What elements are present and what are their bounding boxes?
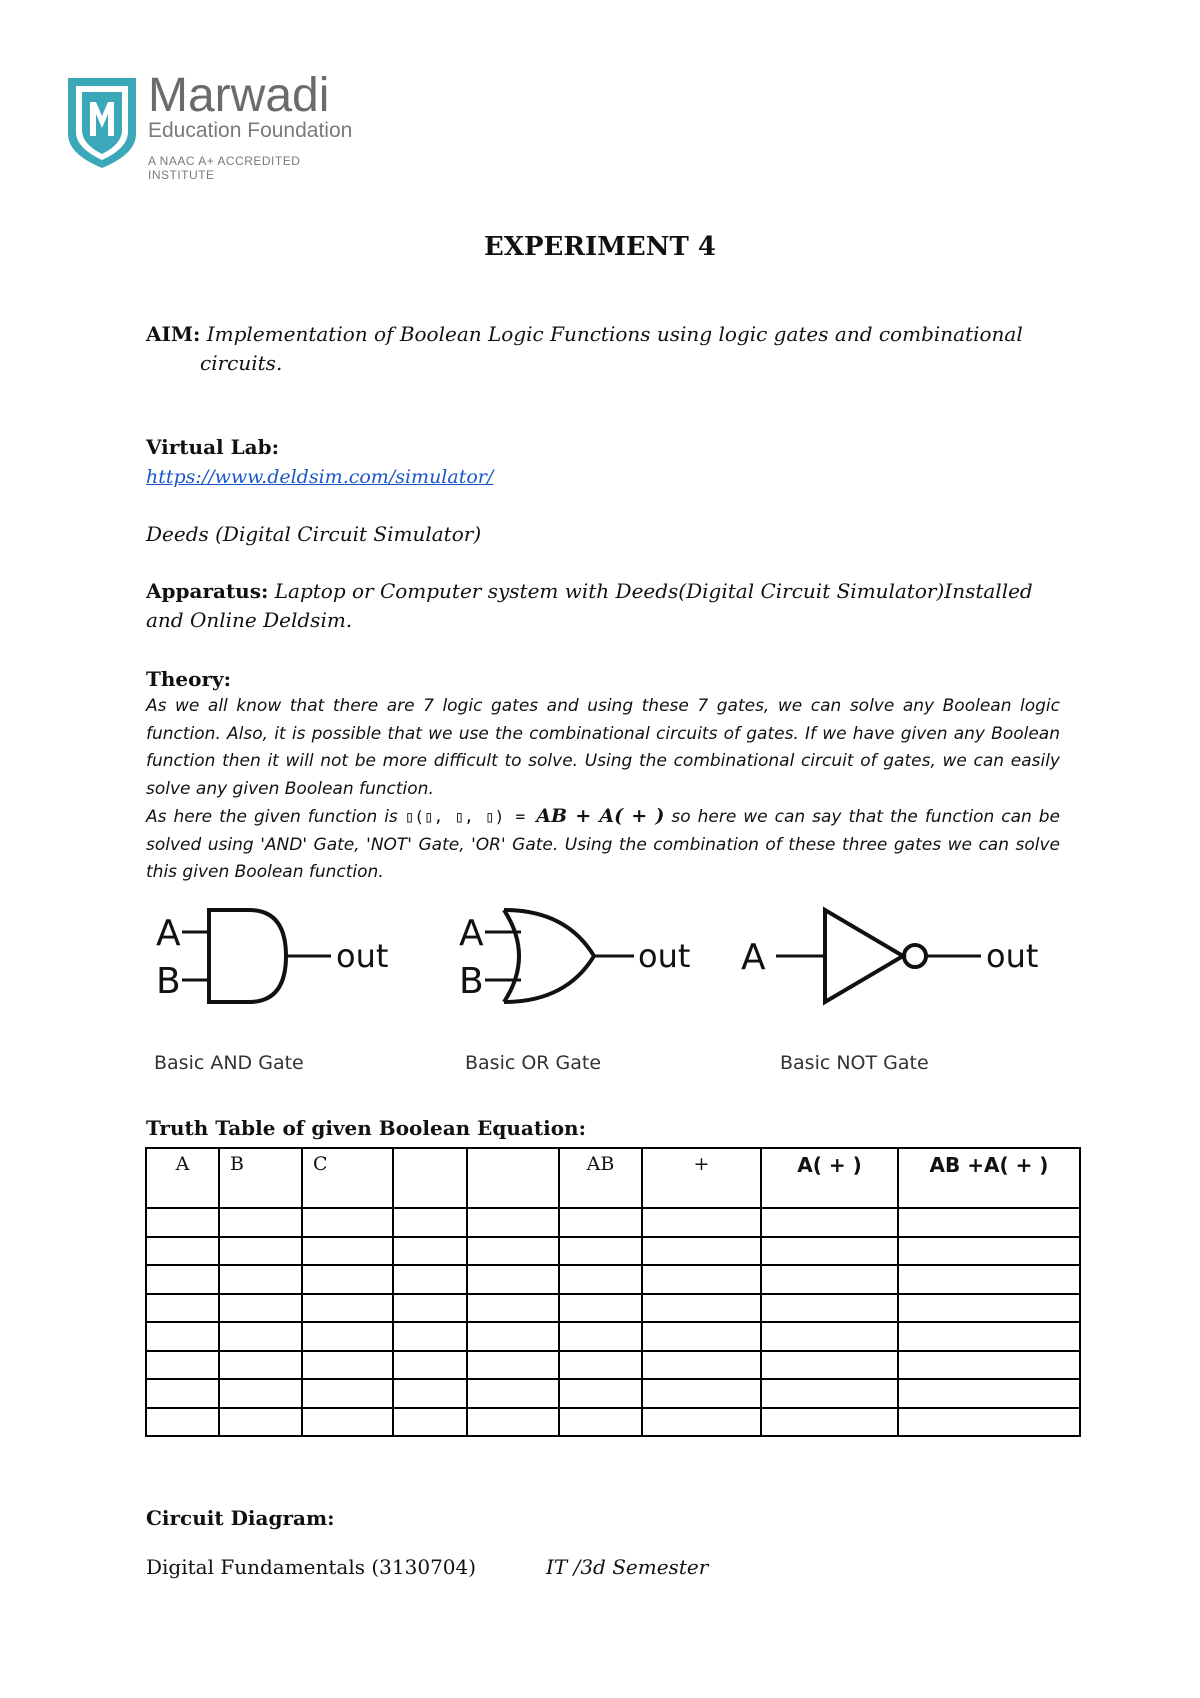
table-cell [467, 1322, 559, 1351]
table-cell [898, 1379, 1080, 1408]
table-cell [302, 1351, 393, 1380]
logo-name: Marwadi [148, 69, 330, 122]
table-cell [642, 1208, 761, 1237]
not-output: out [986, 937, 1039, 975]
table-cell [898, 1294, 1080, 1323]
institution-logo [66, 69, 366, 182]
function-expression: AB + A( + ) [536, 805, 665, 827]
table-cell [642, 1294, 761, 1323]
table-cell [219, 1379, 302, 1408]
table-cell [467, 1208, 559, 1237]
table-cell [302, 1322, 393, 1351]
function-signature: ▯(▯, ▯, ▯) = [404, 807, 537, 826]
aim-label: AIM: [146, 322, 201, 346]
simulator-link[interactable]: https://www.deldsim.com/simulator/ [146, 466, 494, 488]
table-cell [302, 1265, 393, 1294]
table-cell [761, 1237, 898, 1266]
footer-semester: IT /3d Semester [546, 1555, 709, 1579]
header-full-expression: AB +A( + ) [898, 1148, 1080, 1208]
or-input-a: A [459, 913, 484, 954]
table-cell [898, 1408, 1080, 1437]
table-cell [146, 1265, 219, 1294]
gates-svg [146, 905, 1061, 1045]
table-row [146, 1379, 1080, 1408]
footer-course: Digital Fundamentals (3130704) [146, 1555, 477, 1579]
table-cell [219, 1294, 302, 1323]
and-gate-caption: Basic AND Gate [154, 1052, 304, 1074]
virtual-lab-label: Virtual Lab: [146, 435, 279, 459]
table-cell [559, 1379, 642, 1408]
table-cell [898, 1322, 1080, 1351]
simulator-name: Deeds (Digital Circuit Simulator) [146, 522, 482, 546]
table-cell [761, 1208, 898, 1237]
and-input-a: A [156, 913, 181, 954]
table-cell [146, 1351, 219, 1380]
table-cell [642, 1322, 761, 1351]
table-cell [761, 1265, 898, 1294]
table-cell [146, 1408, 219, 1437]
table-cell [898, 1351, 1080, 1380]
or-output: out [638, 937, 691, 975]
table-cell [219, 1208, 302, 1237]
header-a: A [146, 1148, 219, 1208]
logo-subtitle: Education Foundation [148, 119, 353, 142]
theory-text [146, 693, 1060, 887]
table-cell [467, 1294, 559, 1323]
aim-text-line2: circuits. [200, 351, 283, 375]
table-cell [393, 1379, 467, 1408]
table-cell [559, 1294, 642, 1323]
table-cell [467, 1237, 559, 1266]
and-gate-icon [156, 910, 388, 1002]
table-cell [393, 1265, 467, 1294]
table-cell [761, 1379, 898, 1408]
table-cell [146, 1379, 219, 1408]
or-input-b: B [459, 961, 484, 1002]
table-cell [559, 1408, 642, 1437]
header-b: B [219, 1148, 302, 1208]
or-gate-caption: Basic OR Gate [465, 1052, 602, 1074]
theory-label: Theory: [146, 667, 232, 691]
not-gate-icon [741, 910, 1038, 1002]
table-cell [467, 1351, 559, 1380]
and-input-b: B [156, 961, 181, 1002]
apparatus-text-line1: Laptop or Computer system with Deeds(Digital Circuit Simulator)Installed [274, 579, 1033, 603]
table-cell [642, 1237, 761, 1266]
table-cell [559, 1237, 642, 1266]
header-c: C [302, 1148, 393, 1208]
and-output: out [336, 937, 389, 975]
table-cell [393, 1294, 467, 1323]
header-ab: AB [559, 1148, 642, 1208]
gate-diagrams [146, 905, 1061, 1080]
table-cell [302, 1208, 393, 1237]
table-cell [467, 1265, 559, 1294]
table-cell [219, 1408, 302, 1437]
table-cell [761, 1294, 898, 1323]
table-cell [393, 1408, 467, 1437]
table-cell [219, 1265, 302, 1294]
table-cell [393, 1322, 467, 1351]
table-cell [302, 1237, 393, 1266]
table-cell [393, 1351, 467, 1380]
truth-table-title: Truth Table of given Boolean Equation: [146, 1116, 586, 1140]
truth-table-header-row [146, 1148, 1080, 1208]
table-cell [898, 1237, 1080, 1266]
table-cell [219, 1237, 302, 1266]
table-cell [898, 1265, 1080, 1294]
apparatus-text-line2: and Online Deldsim. [146, 608, 353, 632]
table-cell [559, 1208, 642, 1237]
header-blank-1 [393, 1148, 467, 1208]
aim-text-line1: Implementation of Boolean Logic Functions using logic gates and combinational [206, 322, 1023, 346]
truth-table-body [146, 1208, 1080, 1436]
table-cell [642, 1379, 761, 1408]
table-cell [393, 1237, 467, 1266]
table-cell [642, 1408, 761, 1437]
theory-paragraph-2 [146, 803, 1060, 887]
table-cell [642, 1265, 761, 1294]
table-cell [146, 1237, 219, 1266]
header-blank-2 [467, 1148, 559, 1208]
shield-logo-icon [66, 74, 138, 170]
header-plus: + [642, 1148, 761, 1208]
apparatus-label: Apparatus: [146, 579, 269, 603]
table-row [146, 1208, 1080, 1237]
table-cell [761, 1351, 898, 1380]
circuit-diagram-label: Circuit Diagram: [146, 1506, 335, 1530]
table-cell [559, 1322, 642, 1351]
table-cell [146, 1322, 219, 1351]
table-row [146, 1237, 1080, 1266]
table-cell [219, 1351, 302, 1380]
table-row [146, 1351, 1080, 1380]
aim-section [146, 320, 1061, 378]
theory-paragraph-1: As we all know that there are 7 logic gates and using these 7 gates, we can solve any Boolean logic function. Also, it is possible that we use the combinational circuits of gates. If we have given any Boolean function then it will not be more difficult to solve. Using the combinational circuit of gates, we can easily solve any given Boolean function. [146, 696, 1060, 799]
theory-p2-end: so here we can say that the function can be solved using 'AND' Gate, 'NOT' Gate, 'OR' Gate. Using the combination of these three gates we can solve this given Boolean function. [146, 807, 1060, 882]
page-title: EXPERIMENT 4 [484, 232, 716, 262]
table-cell [302, 1294, 393, 1323]
virtual-lab-section [146, 433, 1061, 492]
table-cell [146, 1208, 219, 1237]
table-cell [467, 1379, 559, 1408]
table-cell [559, 1351, 642, 1380]
table-row [146, 1294, 1080, 1323]
table-cell [467, 1408, 559, 1437]
apparatus-section [146, 577, 1061, 635]
table-row [146, 1322, 1080, 1351]
table-cell [146, 1294, 219, 1323]
table-cell [642, 1351, 761, 1380]
not-input-a: A [741, 937, 766, 978]
header-a-sum: A( + ) [761, 1148, 898, 1208]
table-row [146, 1408, 1080, 1437]
table-cell [761, 1322, 898, 1351]
logo-accreditation: A NAAC A+ ACCREDITED INSTITUTE [148, 154, 301, 182]
table-cell [898, 1208, 1080, 1237]
table-cell [302, 1408, 393, 1437]
table-cell [393, 1208, 467, 1237]
table-cell [559, 1265, 642, 1294]
or-gate-icon [459, 910, 690, 1002]
table-cell [761, 1408, 898, 1437]
theory-p2-start: As here the given function is [146, 807, 405, 827]
truth-table [145, 1147, 1081, 1437]
not-gate-caption: Basic NOT Gate [780, 1052, 929, 1074]
table-cell [219, 1322, 302, 1351]
table-cell [302, 1379, 393, 1408]
table-row [146, 1265, 1080, 1294]
